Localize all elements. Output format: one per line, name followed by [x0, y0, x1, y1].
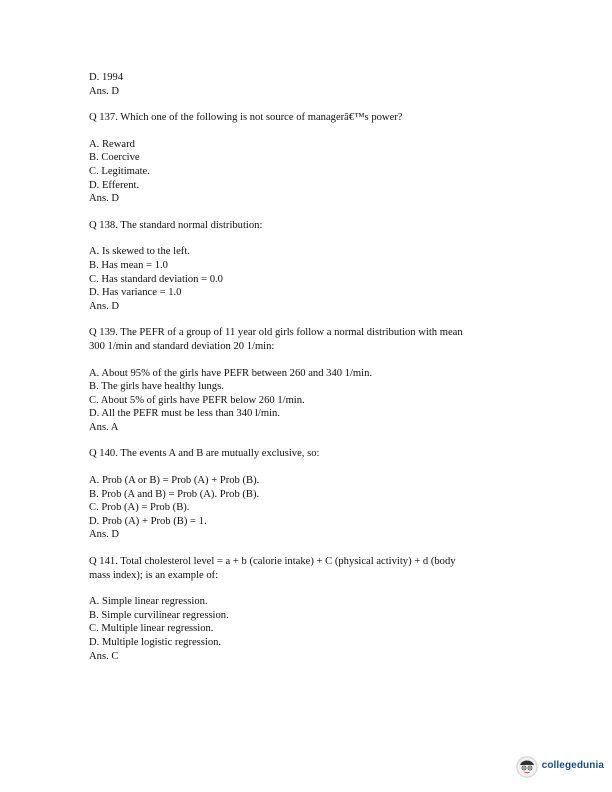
option-a: A. Is skewed to the left.: [89, 246, 190, 258]
collegedunia-logo: [516, 756, 604, 778]
option-d: D. All the PEFR must be less than 340 l/min.: [89, 408, 280, 420]
question-text-line-2: mass index); is an example of:: [89, 569, 219, 581]
answer: Ans. D: [89, 193, 120, 205]
option-b: B. The girls have healthy lungs.: [89, 381, 224, 393]
option-d: D. Has variance = 1.0: [89, 287, 182, 299]
option-c: C. Has standard deviation = 0.0: [89, 273, 223, 285]
option-c: C. Prob (A) = Prob (B).: [89, 502, 190, 514]
answer: Ans. D: [89, 300, 120, 312]
logo-name: collegedunia: [541, 760, 604, 771]
option-b: B. Prob (A and B) = Prob (A). Prob (B).: [89, 488, 260, 500]
option-c: C. Legitimate.: [89, 165, 150, 177]
option-c: C. About 5% of girls have PEFR below 260 1/min.: [89, 394, 305, 406]
option-d: D. Efferent.: [89, 179, 140, 191]
question-text: Q 138. The standard normal distribution:: [89, 219, 263, 231]
answer: Ans. C: [89, 650, 119, 662]
option-a: A. Reward: [89, 138, 135, 150]
question-text: Q 140. The events A and B are mutually exclusive, so:: [89, 448, 320, 460]
question-141: [89, 555, 539, 663]
question-140: [89, 447, 539, 542]
option-a: A. About 95% of the girls have PEFR between 260 and 340 1/min.: [89, 367, 373, 379]
question-137: [89, 111, 539, 206]
option-b: B. Coercive: [89, 152, 140, 164]
option-d: D. Prob (A) + Prob (B) = 1.: [89, 515, 207, 527]
question-138: [89, 219, 539, 314]
option-b: B. Has mean = 1.0: [89, 259, 168, 271]
mascot-face-icon: [516, 756, 538, 778]
question-text-line-1: Q 139. The PEFR of a group of 11 year old girls follow a normal distribution with mean: [89, 327, 463, 339]
option-d: D. Multiple logistic regression.: [89, 637, 222, 648]
answer: Ans. D: [89, 529, 120, 541]
answer: Ans. D: [89, 85, 120, 97]
document-page: [89, 71, 539, 676]
question-139: [89, 326, 539, 434]
option-b: B. Simple curvilinear regression.: [89, 609, 229, 621]
option-a: A. Simple linear regression.: [89, 596, 208, 608]
question-text-line-2: 300 1/min and standard deviation 20 1/min:: [89, 340, 275, 352]
question-text: Q 137. Which one of the following is not source of managerâ€™s power?: [89, 112, 403, 124]
logo-text: [542, 761, 604, 773]
previous-question-tail: [89, 71, 539, 98]
option-c: C. Multiple linear regression.: [89, 623, 214, 635]
question-text-line-1: Q 141. Total cholesterol level = a + b (calorie intake) + C (physical activity) + d (body: [89, 556, 456, 568]
option-d: D. 1994: [89, 72, 124, 83]
option-a: A. Prob (A or B) = Prob (A) + Prob (B).: [89, 475, 260, 487]
answer: Ans. A: [89, 421, 119, 433]
